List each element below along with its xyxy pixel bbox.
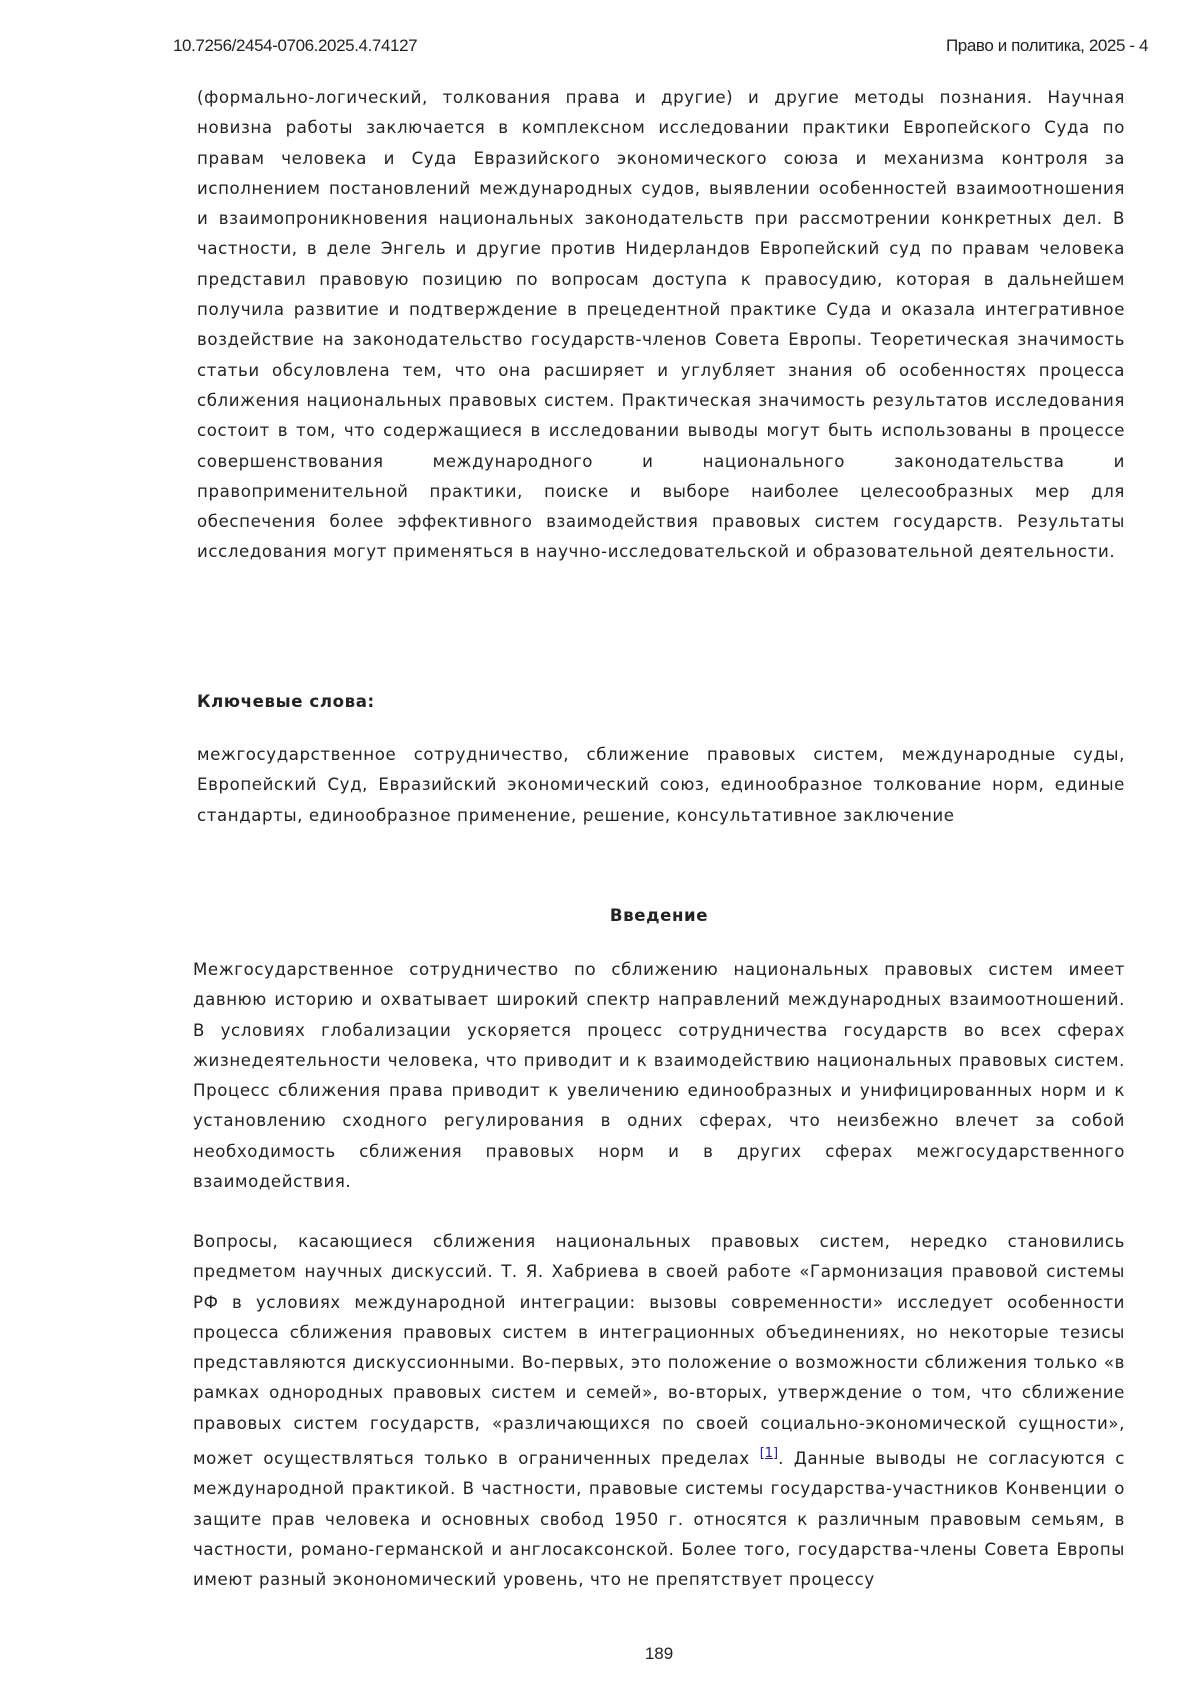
page-number: 189 [0,1644,1200,1664]
paragraph-text-before-footnote: Вопросы, касающиеся сближения национальных правовых систем, нередко становились предметом научных дискуссий. Т. Я. Хабриева в своей работе «Гармонизация правовой системы РФ в условиях международной интеграции: вызовы современности» исследует особенности процесса сближения правовых систем в интеграционных объединениях, но некоторые тезисы представляются дискуссионными. Во-первых, это положение о возможности сближения только «в рамках однородных правовых систем и семей», во-вторых, утверждение о том, что сближение правовых систем государств, «различающихся по своей социально-экономической сущности», может осуществляться только в ограниченных пределах [193,1232,1125,1468]
keywords-heading: Ключевые слова: [197,692,375,711]
paragraph-text-after-footnote: . Данные выводы не согласуются с международной практикой. В частности, правовые системы государства-участников Конвенции о защите прав человека и основных свобод 1950 г. относятся к различным правовым семьям, в частности, романо-германской и англосаксонской. Более того, государства-члены Совета Европы имеют разный эконономический уровень, что не препятствует процессу [193,1449,1125,1589]
introduction-heading: Введение [0,906,1200,925]
introduction-paragraph-2 [193,1227,1125,1596]
journal-issue-label: Право и политика, 2025 - 4 [946,36,1148,56]
introduction-paragraph-1: Межгосударственное сотрудничество по сближению национальных правовых систем имеет давнюю историю и охватывает широкий спектр направлений международных взаимоотношений. В условиях глобализации ускоряется процесс сотрудничества государств во всех сферах жизнедеятельности человека, что приводит и к взаимодействию национальных правовых систем. Процесс сближения права приводит к увеличению единообразных и унифицированных норм и к установлению сходного регулирования в одних сферах, что неизбежно влечет за собой необходимость сближения правовых норм и в других сферах межгосударственного взаимодействия. [193,955,1125,1197]
page-header [173,36,1148,60]
keywords-paragraph: межгосударственное сотрудничество, сближение правовых систем, международные суды, Европейский Суд, Евразийский экономический союз, единообразное толкование норм, единые стандарты, единообразное применение, решение, консультативное заключение [197,740,1125,831]
footnote-link[interactable]: [1] [760,1446,778,1461]
abstract-paragraph: (формально-логический, толкования права и другие) и другие методы познания. Научная новизна работы заключается в комплексном исследовании практики Европейского Суда по правам человека и Суда Евразийского экономического союза и механизма контроля за исполнением постановлений международных судов, выявлении особенностей взаимоотношения и взаимопроникновения национальных законодательств при рассмотрении конкретных дел. В частности, в деле Энгель и другие против Нидерландов Европейский суд по правам человека представил правовую позицию по вопросам доступа к правосудию, которая в дальнейшем получила развитие и подтверждение в прецедентной практике Суда и оказала интегративное воздействие на законодательство государств-членов Совета Европы. Теоретическая значимость статьи обсуловлена тем, что она расширяет и углубляет знания об особенностях процесса сближения национальных правовых систем. Практическая значимость результатов исследования состоит в том, что содержащиеся в исследовании выводы могут быть использованы в процессе совершенствования международного и национального законодательства и правоприменительной практики, поиске и выборе наиболее целесообразных мер для обеспечения более эффективного взаимодействия правовых систем государств. Результаты исследования могут применяться в научно-исследовательской и образовательной деятельности. [197,83,1125,568]
doi-label[interactable]: 10.7256/2454-0706.2025.4.74127 [173,36,417,56]
